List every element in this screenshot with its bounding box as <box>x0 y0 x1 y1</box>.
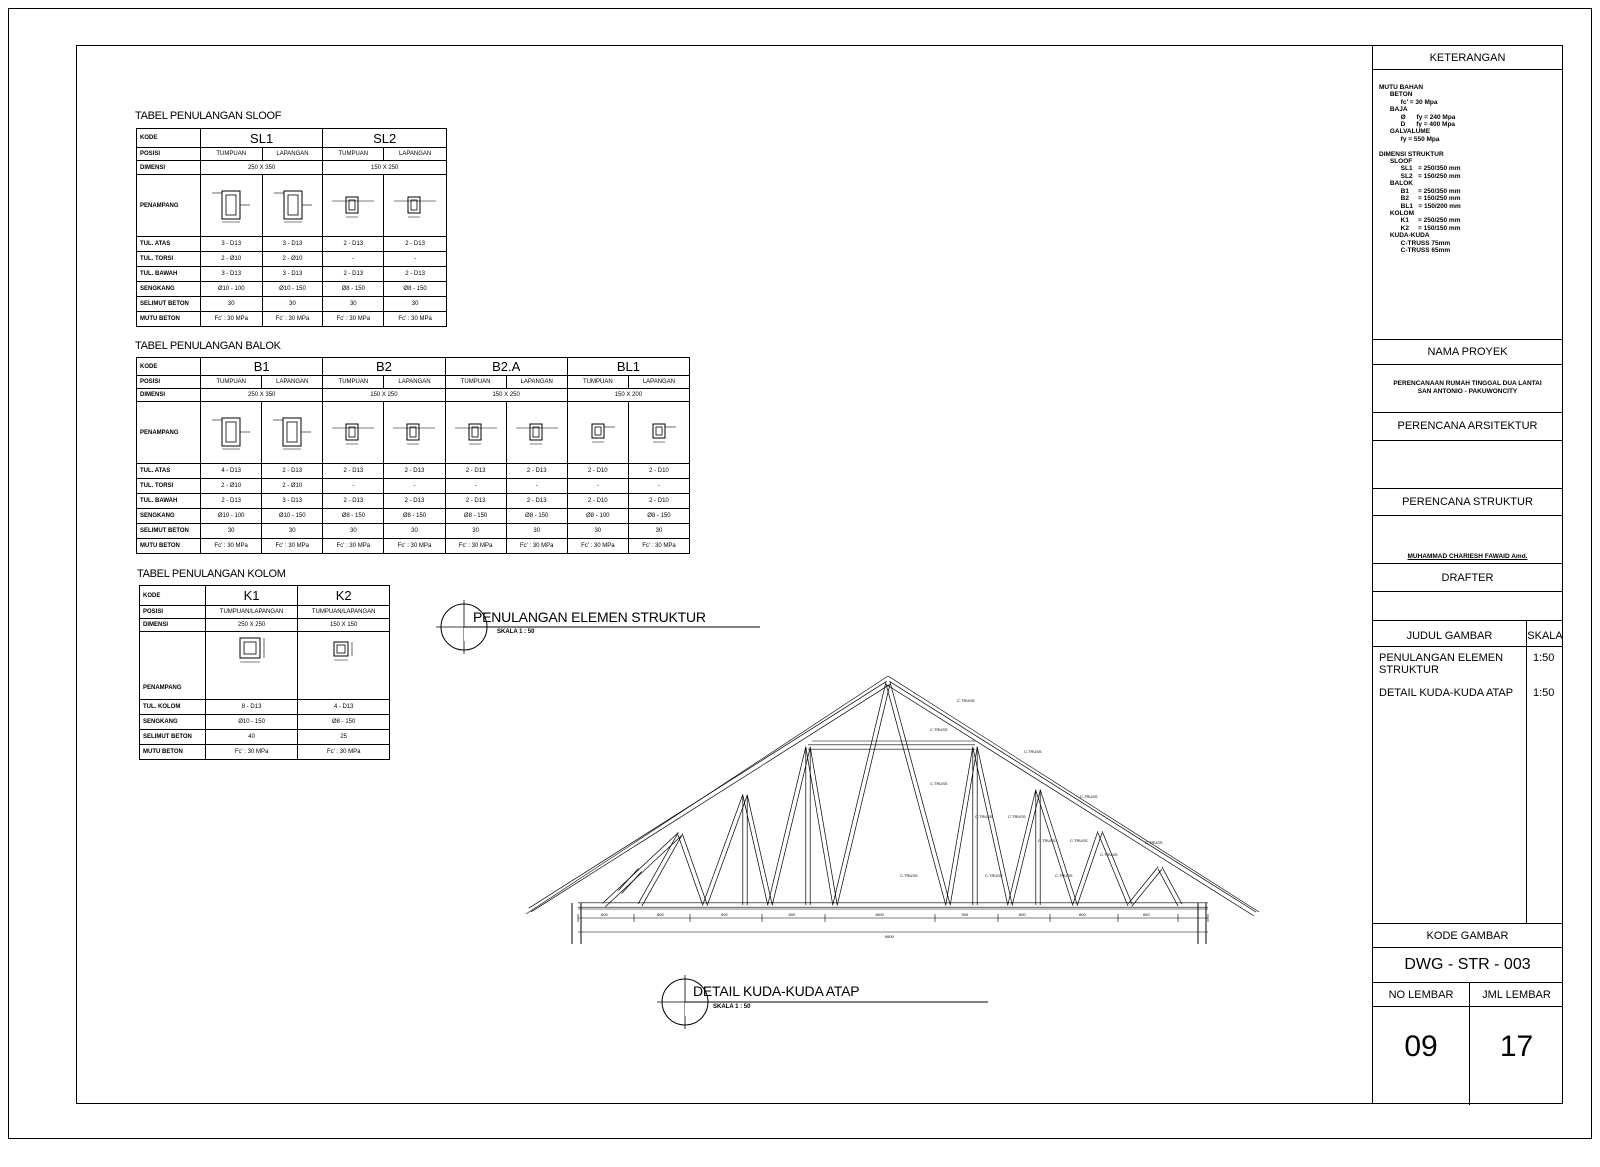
truss-dimension-label: 600 <box>1019 912 1026 917</box>
balok-cell: 2 - D13 <box>323 464 384 479</box>
keterangan-text: MUTU BAHAN BETON fc' = 30 Mpa BAJA Ø fy = 240 Mpa D fy = 400 Mpa GALVALUME fy = 550 Mpa DIMENSI STRUKTUR SLOOF SL1 = 250/350 mm SL2 = 150/250 mm BALOK B1 = 250/350 mm B2 = 150/250 mm BL1 = 150/200 mm KOLOM K1 = 250/250 mm K2 = 150/150 mm KUDA-KUDA C-TRUSS 75mm C-TRUSS 65mm <box>1379 84 1461 254</box>
sloof-section-drawing <box>384 175 447 237</box>
sloof-cell: 2 - D13 <box>384 267 447 282</box>
balok-dim: 250 X 350 <box>201 389 323 402</box>
balok-cell: 2 - D10 <box>628 464 689 479</box>
sloof-cell: Ø8 - 150 <box>323 282 384 297</box>
judul-item-scale: 1:50 <box>1533 652 1555 664</box>
truss-dimension-label: 900 <box>961 912 969 917</box>
balok-cell: - <box>506 479 567 494</box>
balok-cell: Ø10 - 150 <box>262 509 323 524</box>
balok-dimensi-label: DIMENSI <box>137 389 201 402</box>
sloof-pos: TUMPUAN <box>200 148 262 161</box>
balok-row-label: MUTU BETON <box>137 539 201 554</box>
kolom-row-label: SELIMUT BETON <box>140 730 206 745</box>
elemen-drawing-title: PENULANGAN ELEMEN STRUKTUR <box>473 609 706 625</box>
sloof-cell: 2 - D13 <box>384 237 447 252</box>
truss-member-label: C.TRUSS <box>1024 749 1042 754</box>
balok-cell: Fc' : 30 MPa <box>567 539 628 554</box>
sloof-cell: 30 <box>384 297 447 312</box>
balok-section-drawing <box>201 402 262 464</box>
sloof-cell: Ø10 - 150 <box>262 282 323 297</box>
balok-cell: 4 - D13 <box>201 464 262 479</box>
balok-section-drawing <box>262 402 323 464</box>
balok-dim: 150 X 250 <box>445 389 567 402</box>
sloof-posisi-label: POSISI <box>137 148 201 161</box>
balok-cell: - <box>567 479 628 494</box>
kolom-type: K1 <box>205 586 298 606</box>
truss-dimension-label: 900 <box>721 912 728 917</box>
balok-row-label: TUL. ATAS <box>137 464 201 479</box>
judul-item-scale: 1:50 <box>1533 687 1555 699</box>
balok-cell: - <box>323 479 384 494</box>
kolom-cell: 40 <box>205 730 298 745</box>
skala-divider <box>1526 620 1527 923</box>
jml-lembar-title: JML LEMBAR <box>1482 989 1551 1001</box>
truss-member-label: C.TRUSS <box>1145 840 1163 845</box>
sloof-cell: Fc' : 30 MPa <box>262 312 323 327</box>
balok-cell: 30 <box>323 524 384 539</box>
truss-member-label: C.TRUSS <box>930 781 948 786</box>
balok-cell: Fc' : 30 MPa <box>384 539 445 554</box>
nama-proyek-title: NAMA PROYEK <box>1427 346 1508 358</box>
balok-row-label: SENGKANG <box>137 509 201 524</box>
balok-cell: 30 <box>506 524 567 539</box>
balok-cell: Ø8 - 150 <box>384 509 445 524</box>
balok-cell: 2 - Ø10 <box>201 479 262 494</box>
balok-section-drawing <box>384 402 445 464</box>
truss-dimension-label: 1600 <box>875 912 884 917</box>
sloof-cell: Fc' : 30 MPa <box>200 312 262 327</box>
kolom-cell: Fc' : 30 MPa <box>205 745 298 760</box>
balok-pos: LAPANGAN <box>506 376 567 389</box>
kode-title: KODE GAMBAR <box>1426 930 1509 942</box>
kolom-dimensi-label: DIMENSI <box>140 619 206 632</box>
judul-item: DETAIL KUDA-KUDA ATAP <box>1379 687 1514 699</box>
sloof-dimensi-label: DIMENSI <box>137 161 201 175</box>
no-lembar: 09 <box>1404 1030 1438 1063</box>
no-lembar-title: NO LEMBAR <box>1388 989 1454 1001</box>
kolom-dim: 150 X 150 <box>298 619 390 632</box>
drafter-title: DRAFTER <box>1441 572 1494 584</box>
sloof-cell: Fc' : 30 MPa <box>384 312 447 327</box>
sloof-section-drawing <box>200 175 262 237</box>
sloof-dim: 150 X 250 <box>323 161 447 175</box>
balok-cell: - <box>628 479 689 494</box>
balok-row-label: TUL. BAWAH <box>137 494 201 509</box>
balok-type: B2 <box>323 358 445 376</box>
nama-proyek-line: PERENCANAAN RUMAH TINGGAL DUA LANTAI <box>1393 380 1542 387</box>
sloof-cell: 30 <box>323 297 384 312</box>
sloof-dim: 250 X 350 <box>200 161 323 175</box>
balok-cell: 2 - D10 <box>628 494 689 509</box>
balok-cell: Ø10 - 100 <box>201 509 262 524</box>
sloof-cell: 3 - D13 <box>200 267 262 282</box>
kolom-pos: TUMPUAN/LAPANGAN <box>205 606 298 619</box>
sloof-cell: 2 - Ø10 <box>262 252 323 267</box>
balok-section-drawing <box>567 402 628 464</box>
truss-member-label: C.TRUSS <box>1008 814 1026 819</box>
balok-cell: Ø8 - 150 <box>506 509 567 524</box>
kolom-dim: 250 X 250 <box>205 619 298 632</box>
balok-cell: 2 - D10 <box>567 464 628 479</box>
balok-cell: 2 - D13 <box>445 464 506 479</box>
sloof-section-drawing <box>323 175 384 237</box>
balok-section-drawing <box>506 402 567 464</box>
balok-penampang-label: PENAMPANG <box>137 402 201 464</box>
kolom-cell: 8 - D13 <box>205 700 298 715</box>
judul-item: PENULANGAN ELEMEN STRUKTUR <box>1379 652 1504 676</box>
sloof-kode-label: KODE <box>137 129 201 148</box>
balok-pos: LAPANGAN <box>262 376 323 389</box>
sloof-cell: Ø8 - 150 <box>384 282 447 297</box>
truss-dimension-label: 800 <box>1079 912 1086 917</box>
balok-cell: Fc' : 30 MPa <box>201 539 262 554</box>
balok-cell: 2 - D13 <box>445 494 506 509</box>
judul-title: JUDUL GAMBAR <box>1406 630 1493 642</box>
balok-cell: 2 - D13 <box>262 464 323 479</box>
balok-type: B2.A <box>445 358 567 376</box>
balok-cell: 2 - D13 <box>384 464 445 479</box>
sloof-cell: 2 - Ø10 <box>200 252 262 267</box>
balok-cell: Ø8 - 150 <box>323 509 384 524</box>
title-block <box>1372 45 1563 1104</box>
balok-kode-label: KODE <box>137 358 201 376</box>
truss-member-label: C.TRUSS <box>900 873 918 878</box>
balok-dim: 150 X 200 <box>567 389 689 402</box>
balok-type: B1 <box>201 358 323 376</box>
kode-gambar: DWG - STR - 003 <box>1404 956 1531 973</box>
balok-cell: 2 - D13 <box>506 464 567 479</box>
kolom-section-drawing <box>298 632 390 700</box>
balok-pos: TUMPUAN <box>445 376 506 389</box>
sloof-cell: 3 - D13 <box>262 237 323 252</box>
sloof-cell: 30 <box>200 297 262 312</box>
kolom-posisi-label: POSISI <box>140 606 206 619</box>
balok-table <box>136 357 690 554</box>
sloof-cell: 3 - D13 <box>200 237 262 252</box>
balok-pos: LAPANGAN <box>384 376 445 389</box>
sloof-row-label: TUL. TORSI <box>137 252 201 267</box>
balok-cell: Fc' : 30 MPa <box>262 539 323 554</box>
elemen-drawing-scale: SKALA 1 : 50 <box>497 629 535 635</box>
balok-cell: 2 - D13 <box>201 494 262 509</box>
balok-cell: Ø8 - 150 <box>628 509 689 524</box>
sloof-cell: 2 - D13 <box>323 237 384 252</box>
sloof-cell: - <box>323 252 384 267</box>
sloof-cell: - <box>384 252 447 267</box>
truss-total-dimension: 9800 <box>885 934 894 939</box>
balok-cell: 30 <box>201 524 262 539</box>
kolom-table-title: TABEL PENULANGAN KOLOM <box>137 568 286 580</box>
nama-proyek-line: SAN ANTONIO - PAKUWONCITY <box>1417 388 1518 395</box>
balok-cell: Fc' : 30 MPa <box>506 539 567 554</box>
kolom-cell: 25 <box>298 730 390 745</box>
balok-cell: Fc' : 30 MPa <box>628 539 689 554</box>
truss-member-label: C.TRUSS <box>1070 838 1088 843</box>
balok-pos: TUMPUAN <box>567 376 628 389</box>
kolom-type: K2 <box>298 586 390 606</box>
truss-member-label: C.TRUSS <box>985 873 1003 878</box>
truss-dimension-label: 600 <box>788 912 796 917</box>
kolom-cell: Ø8 - 150 <box>298 715 390 730</box>
balok-cell: Fc' : 30 MPa <box>323 539 384 554</box>
sloof-pos: TUMPUAN <box>323 148 384 161</box>
truss-member-label: C.TRUSS <box>930 727 948 732</box>
kolom-penampang-label: PENAMPANG <box>140 632 206 700</box>
kuda-drawing-scale: SKALA 1 : 50 <box>713 1004 751 1010</box>
sloof-row-label: MUTU BETON <box>137 312 201 327</box>
balok-cell: 2 - D13 <box>384 494 445 509</box>
truss-member-label: C.TRUSS <box>975 814 993 819</box>
truss-member-label: C.TRUSS <box>1100 852 1118 857</box>
balok-cell: 2 - Ø10 <box>262 479 323 494</box>
balok-section-drawing <box>445 402 506 464</box>
sloof-cell: 30 <box>262 297 323 312</box>
balok-dim: 150 X 250 <box>323 389 445 402</box>
balok-type: BL1 <box>567 358 689 376</box>
sloof-table <box>136 128 447 327</box>
sloof-penampang-label: PENAMPANG <box>137 175 201 237</box>
balok-row-label: TUL. TORSI <box>137 479 201 494</box>
balok-cell: 30 <box>384 524 445 539</box>
balok-row-label: SELIMUT BETON <box>137 524 201 539</box>
jml-lembar: 17 <box>1499 1030 1534 1063</box>
balok-cell: Ø8 - 100 <box>567 509 628 524</box>
sloof-row-label: SELIMUT BETON <box>137 297 201 312</box>
truss-member-label: C.TRUSS <box>1080 794 1098 799</box>
sloof-pos: LAPANGAN <box>384 148 447 161</box>
balok-cell: 30 <box>262 524 323 539</box>
skala-title: SKALA <box>1527 630 1563 642</box>
kolom-table <box>139 585 390 760</box>
sloof-cell: Ø10 - 100 <box>200 282 262 297</box>
balok-cell: 30 <box>445 524 506 539</box>
truss-member-label: C.TRUSS <box>1038 838 1056 843</box>
struktur-name: MUHAMMAD CHARIESH FAWAID Amd. <box>1407 553 1528 560</box>
kolom-section-drawing <box>205 632 298 700</box>
balok-cell: Fc' : 30 MPa <box>445 539 506 554</box>
kolom-cell: Ø10 - 150 <box>205 715 298 730</box>
balok-posisi-label: POSISI <box>137 376 201 389</box>
balok-cell: 2 - D10 <box>567 494 628 509</box>
truss-member-label: C.TRUSS <box>1055 873 1073 878</box>
balok-cell: 30 <box>628 524 689 539</box>
balok-cell: - <box>445 479 506 494</box>
balok-cell: 2 - D13 <box>323 494 384 509</box>
sloof-row-label: TUL. ATAS <box>137 237 201 252</box>
kolom-cell: 4 - D13 <box>298 700 390 715</box>
balok-cell: 30 <box>567 524 628 539</box>
sloof-row-label: SENGKANG <box>137 282 201 297</box>
truss-dimension-label: 800 <box>657 912 664 917</box>
balok-pos: TUMPUAN <box>201 376 262 389</box>
sloof-cell: Fc' : 30 MPa <box>323 312 384 327</box>
balok-section-drawing <box>323 402 384 464</box>
balok-cell: Ø8 - 150 <box>445 509 506 524</box>
arsitektur-title: PERENCANA ARSITEKTUR <box>1397 420 1538 432</box>
balok-pos: TUMPUAN <box>323 376 384 389</box>
truss-dimension-label: 600 <box>601 912 608 917</box>
truss-member-label: C.TRUSS <box>957 698 975 703</box>
truss-dimension-label: 650 <box>1143 912 1150 917</box>
keterangan-title: KETERANGAN <box>1429 52 1506 64</box>
balok-section-drawing <box>628 402 689 464</box>
sloof-pos: LAPANGAN <box>262 148 323 161</box>
balok-cell: 2 - D13 <box>506 494 567 509</box>
balok-cell: 3 - D13 <box>262 494 323 509</box>
sloof-type: SL2 <box>323 129 447 148</box>
kuda-drawing-title: DETAIL KUDA-KUDA ATAP <box>693 983 860 999</box>
struktur-title: PERENCANA STRUKTUR <box>1402 496 1533 508</box>
balok-table-title: TABEL PENULANGAN BALOK <box>135 340 281 352</box>
kolom-row-label: TUL. KOLOM <box>140 700 206 715</box>
sloof-section-drawing <box>262 175 323 237</box>
kolom-cell: Fc' : 30 MPa <box>298 745 390 760</box>
balok-pos: LAPANGAN <box>628 376 689 389</box>
kolom-pos: TUMPUAN/LAPANGAN <box>298 606 390 619</box>
sloof-table-title: TABEL PENULANGAN SLOOF <box>135 110 282 122</box>
sloof-row-label: TUL. BAWAH <box>137 267 201 282</box>
sloof-cell: 2 - D13 <box>323 267 384 282</box>
balok-cell: - <box>384 479 445 494</box>
kolom-row-label: SENGKANG <box>140 715 206 730</box>
kolom-row-label: MUTU BETON <box>140 745 206 760</box>
sloof-cell: 3 - D13 <box>262 267 323 282</box>
sloof-type: SL1 <box>200 129 323 148</box>
kolom-kode-label: KODE <box>140 586 206 606</box>
